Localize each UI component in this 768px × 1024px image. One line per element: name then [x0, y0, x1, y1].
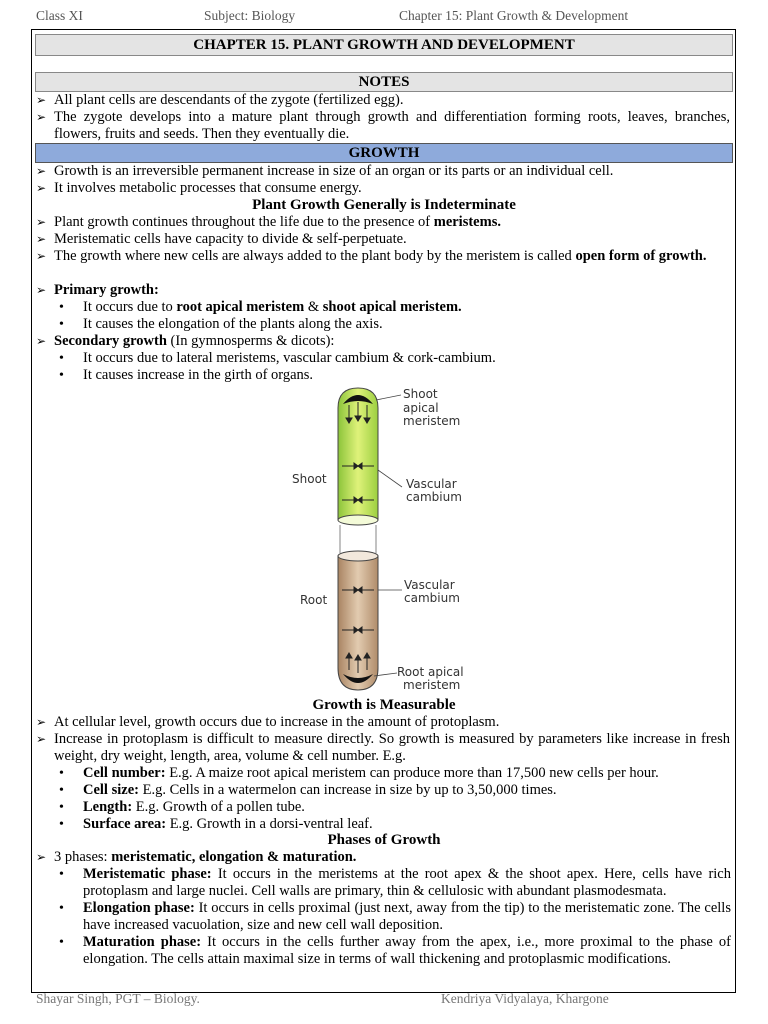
- arrow-bullet-icon: ➢: [36, 181, 47, 195]
- dot-bullet-icon: •: [59, 368, 64, 383]
- header-class: Class XI: [36, 8, 83, 23]
- indeterminate-heading: Plant Growth Generally is Indeterminate: [252, 197, 516, 213]
- indeterminate-point-2: Meristematic cells have capacity to divide & self-perpetuate.: [54, 231, 407, 247]
- dot-bullet-icon: •: [59, 935, 64, 950]
- label-shoot-apical-3: meristem: [403, 414, 461, 428]
- phase-meristematic: Meristematic phase: It occurs in the meristems at the root apex & the shoot apex. Here, cells have rich protoplasm and large nuclei. Cell walls are primary, thin & cellulosic with abundant plasmodesmata.: [83, 866, 731, 899]
- label-shoot: Shoot: [292, 472, 327, 486]
- primary-point-2: It causes the elongation of the plants along the axis.: [83, 316, 383, 332]
- label-vascular-top-2: cambium: [406, 490, 462, 504]
- dot-bullet-icon: •: [59, 783, 64, 798]
- indeterminate-point-3: The growth where new cells are always added to the plant body by the meristem is called open form of growth.: [54, 248, 707, 264]
- param-cell-number: Cell number: E.g. A maize root apical meristem can produce more than 17,500 new cells per hour.: [83, 765, 659, 781]
- note-1: All plant cells are descendants of the zygote (fertilized egg).: [54, 92, 404, 108]
- arrow-bullet-icon: ➢: [36, 215, 47, 229]
- arrow-bullet-icon: ➢: [36, 164, 47, 178]
- dot-bullet-icon: •: [59, 800, 64, 815]
- primary-growth-label: Primary growth:: [54, 282, 159, 298]
- label-vascular-bottom-1: Vascular: [404, 578, 455, 592]
- header-chapter: Chapter 15: Plant Growth & Development: [399, 8, 629, 23]
- shoot-cut-ellipse: [338, 515, 378, 525]
- growth-heading: GROWTH: [35, 143, 733, 163]
- arrow-bullet-icon: ➢: [36, 232, 47, 246]
- phase-maturation: Maturation phase: It occurs in the cells further away from the apex, i.e., more proximal to the phase of elongation. The cells attain maximal size in terms of wall thickening and protoplasmic modifications.: [83, 934, 731, 967]
- note-2: The zygote develops into a mature plant through growth and differentiation forming roots, leaves, branches, flowers, fruits and seeds. Then they eventually die.: [54, 109, 730, 142]
- label-shoot-apical-1: Shoot: [403, 387, 438, 401]
- dot-bullet-icon: •: [59, 317, 64, 332]
- growth-point-1: Growth is an irreversible permanent increase in size of an organ or its parts or an individual cell.: [54, 163, 614, 179]
- primary-point-1: It occurs due to root apical meristem & shoot apical meristem.: [83, 299, 462, 315]
- arrow-bullet-icon: ➢: [36, 110, 47, 124]
- growth-point-2: It involves metabolic processes that consume energy.: [54, 180, 362, 196]
- label-vascular-top-1: Vascular: [406, 477, 457, 491]
- dot-bullet-icon: •: [59, 817, 64, 832]
- label-vascular-bottom-2: cambium: [404, 591, 460, 605]
- phases-heading: Phases of Growth: [327, 832, 441, 848]
- dot-bullet-icon: •: [59, 351, 64, 366]
- measurable-point-1: At cellular level, growth occurs due to increase in the amount of protoplasm.: [54, 714, 500, 730]
- label-shoot-apical-2: apical: [403, 401, 439, 415]
- notes-heading: NOTES: [35, 72, 733, 92]
- arrow-bullet-icon: ➢: [36, 850, 47, 864]
- param-surface-area: Surface area: E.g. Growth in a dorsi-ventral leaf.: [83, 816, 373, 832]
- phase-elongation: Elongation phase: It occurs in cells proximal (just next, away from the tip) to the meristematic zone. The cells have increased vacuolation, size and new cell wall deposition.: [83, 900, 731, 933]
- param-cell-size: Cell size: E.g. Cells in a watermelon can increase in size by up to 3,50,000 times.: [83, 782, 557, 798]
- page-title: CHAPTER 15. PLANT GROWTH AND DEVELOPMENT: [35, 34, 733, 56]
- label-root-apical-2: meristem: [403, 678, 461, 692]
- label-root: Root: [300, 593, 328, 607]
- footer-school: Kendriya Vidyalaya, Khargone: [441, 991, 609, 1006]
- secondary-point-1: It occurs due to lateral meristems, vascular cambium & cork-cambium.: [83, 350, 496, 366]
- dot-bullet-icon: •: [59, 901, 64, 916]
- phases-intro: 3 phases: meristematic, elongation & maturation.: [54, 849, 357, 865]
- arrow-bullet-icon: ➢: [36, 249, 47, 263]
- dot-bullet-icon: •: [59, 867, 64, 882]
- label-root-apical-1: Root apical: [397, 665, 464, 679]
- header-subject: Subject: Biology: [204, 8, 296, 23]
- dot-bullet-icon: •: [59, 300, 64, 315]
- measurable-point-2: Increase in protoplasm is difficult to measure directly. So growth is measured by parameters like increase in fresh weight, dry weight, length, area, volume & cell number. E.g.: [54, 731, 730, 764]
- measurable-heading: Growth is Measurable: [312, 697, 456, 713]
- secondary-growth-label: Secondary growth (In gymnosperms & dicots):: [54, 333, 335, 349]
- arrow-bullet-icon: ➢: [36, 334, 47, 348]
- indeterminate-point-1: Plant growth continues throughout the life due to the presence of meristems.: [54, 214, 501, 230]
- arrow-bullet-icon: ➢: [36, 732, 47, 746]
- root-cut-ellipse: [338, 551, 378, 561]
- arrow-bullet-icon: ➢: [36, 283, 47, 297]
- arrow-bullet-icon: ➢: [36, 715, 47, 729]
- arrow-bullet-icon: ➢: [36, 93, 47, 107]
- param-length: Length: E.g. Growth of a pollen tube.: [83, 799, 305, 815]
- secondary-point-2: It causes increase in the girth of organs.: [83, 367, 314, 383]
- footer-author: Shayar Singh, PGT – Biology.: [36, 991, 200, 1006]
- dot-bullet-icon: •: [59, 766, 64, 781]
